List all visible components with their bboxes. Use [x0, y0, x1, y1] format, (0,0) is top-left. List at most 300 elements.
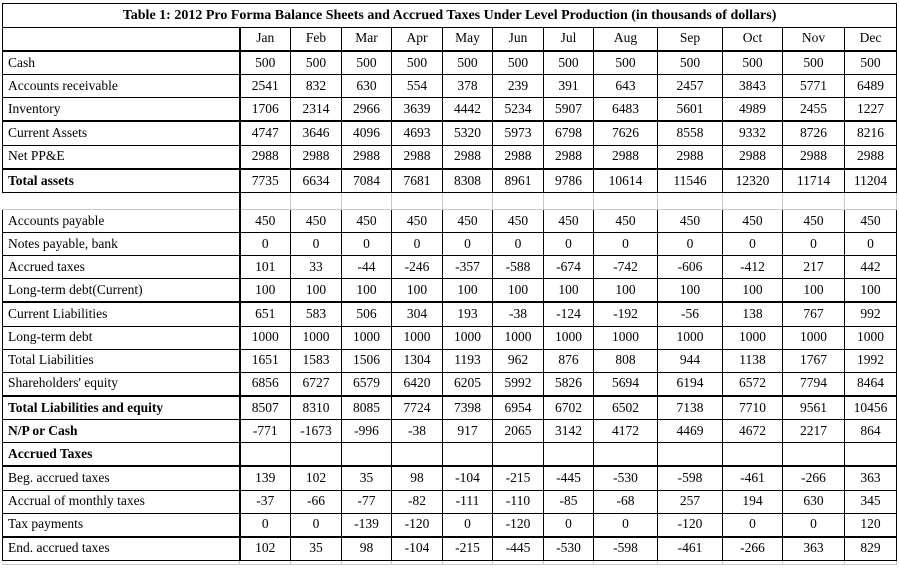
value-cell: 345 — [845, 490, 897, 513]
value-cell: 5601 — [658, 98, 723, 122]
value-cell: 917 — [443, 420, 493, 443]
value-cell — [594, 443, 658, 467]
month-header-cell: Mar — [342, 27, 392, 51]
value-cell: -192 — [594, 302, 658, 326]
table-row — [3, 145, 897, 169]
value-cell: 100 — [493, 279, 544, 303]
value-cell: 1000 — [291, 326, 342, 349]
value-cell: -530 — [594, 466, 658, 490]
month-header-cell: Jun — [493, 27, 544, 51]
value-cell: 98 — [392, 466, 443, 490]
value-cell: 100 — [845, 279, 897, 303]
value-cell: -246 — [392, 256, 443, 279]
value-cell: 1000 — [594, 326, 658, 349]
value-cell: 0 — [443, 513, 493, 537]
value-cell — [291, 193, 342, 210]
value-cell: 1000 — [783, 326, 845, 349]
value-cell: 10614 — [594, 169, 658, 193]
value-cell: 6502 — [594, 396, 658, 420]
row-label: Accrued Taxes — [3, 443, 240, 467]
value-cell — [594, 193, 658, 210]
value-cell: 193 — [443, 302, 493, 326]
value-cell — [658, 560, 723, 564]
value-cell: 100 — [658, 279, 723, 303]
value-cell — [443, 443, 493, 467]
value-cell: 0 — [544, 513, 594, 537]
value-cell — [443, 193, 493, 210]
value-cell: 450 — [342, 210, 392, 233]
value-cell: 102 — [291, 466, 342, 490]
value-cell: 33 — [291, 256, 342, 279]
value-cell: 0 — [544, 233, 594, 256]
value-cell: 0 — [240, 233, 291, 256]
table-row — [3, 443, 897, 467]
value-cell: 378 — [443, 75, 493, 98]
value-cell: 0 — [392, 233, 443, 256]
value-cell: -598 — [658, 466, 723, 490]
value-cell: 1992 — [845, 349, 897, 372]
table-row — [3, 75, 897, 98]
value-cell: 450 — [658, 210, 723, 233]
value-cell — [544, 443, 594, 467]
row-label: Total assets — [3, 169, 240, 193]
balance-sheet-table — [2, 3, 897, 565]
value-cell: -445 — [544, 466, 594, 490]
value-cell: 1000 — [723, 326, 783, 349]
value-cell: 7084 — [342, 169, 392, 193]
value-cell: -120 — [493, 513, 544, 537]
row-label: Cash — [3, 51, 240, 75]
value-cell: 832 — [291, 75, 342, 98]
value-cell: 6798 — [544, 121, 594, 145]
value-cell: -674 — [544, 256, 594, 279]
month-header-row — [3, 27, 897, 51]
value-cell: 450 — [240, 210, 291, 233]
value-cell — [723, 560, 783, 564]
value-cell: 5694 — [594, 372, 658, 396]
value-cell: 5907 — [544, 98, 594, 122]
value-cell: 9332 — [723, 121, 783, 145]
table-row — [3, 349, 897, 372]
value-cell: -139 — [342, 513, 392, 537]
month-header-cell: Dec — [845, 27, 897, 51]
table-row — [3, 169, 897, 193]
value-cell: 2457 — [658, 75, 723, 98]
row-label: Notes payable, bank — [3, 233, 240, 256]
value-cell: 7138 — [658, 396, 723, 420]
value-cell — [392, 443, 443, 467]
value-cell — [845, 443, 897, 467]
value-cell: -445 — [493, 537, 544, 561]
value-cell — [291, 443, 342, 467]
value-cell: 0 — [493, 233, 544, 256]
value-cell — [723, 193, 783, 210]
value-cell: 8216 — [845, 121, 897, 145]
value-cell: 7735 — [240, 169, 291, 193]
value-cell: 8085 — [342, 396, 392, 420]
value-cell: 100 — [342, 279, 392, 303]
row-label: Accrued taxes — [3, 256, 240, 279]
row-label — [3, 560, 240, 564]
value-cell: 0 — [240, 513, 291, 537]
value-cell: 1227 — [845, 98, 897, 122]
value-cell: 7681 — [392, 169, 443, 193]
value-cell — [342, 443, 392, 467]
value-cell: 6489 — [845, 75, 897, 98]
value-cell: -742 — [594, 256, 658, 279]
value-cell: 3646 — [291, 121, 342, 145]
value-cell: 767 — [783, 302, 845, 326]
value-cell: 1000 — [443, 326, 493, 349]
value-cell: 0 — [291, 233, 342, 256]
value-cell: 4469 — [658, 420, 723, 443]
spacer-row — [3, 193, 897, 210]
value-cell: 1000 — [658, 326, 723, 349]
value-cell: 6634 — [291, 169, 342, 193]
value-cell: 1000 — [342, 326, 392, 349]
value-cell — [493, 560, 544, 564]
value-cell: 450 — [291, 210, 342, 233]
value-cell: 6205 — [443, 372, 493, 396]
value-cell: 2988 — [240, 145, 291, 169]
value-cell — [240, 193, 291, 210]
value-cell: -120 — [658, 513, 723, 537]
value-cell: 962 — [493, 349, 544, 372]
value-cell — [291, 560, 342, 564]
month-header-cell: Apr — [392, 27, 443, 51]
value-cell: 5320 — [443, 121, 493, 145]
value-cell — [443, 560, 493, 564]
value-cell: -82 — [392, 490, 443, 513]
table-row — [3, 537, 897, 561]
value-cell: 257 — [658, 490, 723, 513]
value-cell — [342, 193, 392, 210]
value-cell: 864 — [845, 420, 897, 443]
table-row — [3, 326, 897, 349]
value-cell — [240, 443, 291, 467]
table-row — [3, 302, 897, 326]
value-cell — [845, 560, 897, 564]
value-cell: 100 — [783, 279, 845, 303]
value-cell: 500 — [723, 51, 783, 75]
row-label: Beg. accrued taxes — [3, 466, 240, 490]
value-cell: 5973 — [493, 121, 544, 145]
month-header-cell: Jan — [240, 27, 291, 51]
value-cell: 8464 — [845, 372, 897, 396]
value-cell: 643 — [594, 75, 658, 98]
value-cell: -606 — [658, 256, 723, 279]
value-cell: 3142 — [544, 420, 594, 443]
value-cell: 100 — [723, 279, 783, 303]
value-cell: 194 — [723, 490, 783, 513]
value-cell: 0 — [443, 233, 493, 256]
value-cell: 506 — [342, 302, 392, 326]
row-label: Shareholders' equity — [3, 372, 240, 396]
value-cell: 7710 — [723, 396, 783, 420]
value-cell: 4442 — [443, 98, 493, 122]
value-cell: -598 — [594, 537, 658, 561]
value-cell: 0 — [658, 233, 723, 256]
month-header-cell: Sep — [658, 27, 723, 51]
table-row — [3, 396, 897, 420]
value-cell: 11204 — [845, 169, 897, 193]
value-cell: 500 — [658, 51, 723, 75]
row-label: Inventory — [3, 98, 240, 122]
value-cell: 944 — [658, 349, 723, 372]
value-cell: 500 — [342, 51, 392, 75]
value-cell: 100 — [443, 279, 493, 303]
table-row — [3, 51, 897, 75]
table-row — [3, 256, 897, 279]
month-header-cell: Jul — [544, 27, 594, 51]
value-cell: 35 — [342, 466, 392, 490]
value-cell: 2988 — [594, 145, 658, 169]
table-body — [3, 4, 897, 565]
value-cell: -104 — [443, 466, 493, 490]
value-cell: 9786 — [544, 169, 594, 193]
value-cell: 5771 — [783, 75, 845, 98]
value-cell: 2988 — [658, 145, 723, 169]
value-cell: 1651 — [240, 349, 291, 372]
value-cell: 8507 — [240, 396, 291, 420]
value-cell: 2988 — [342, 145, 392, 169]
value-cell: 100 — [594, 279, 658, 303]
value-cell: -111 — [443, 490, 493, 513]
month-header-cell: Feb — [291, 27, 342, 51]
value-cell: 500 — [240, 51, 291, 75]
value-cell: -530 — [544, 537, 594, 561]
table-row — [3, 98, 897, 122]
row-label: Tax payments — [3, 513, 240, 537]
table-row — [3, 466, 897, 490]
value-cell: 450 — [845, 210, 897, 233]
value-cell — [658, 193, 723, 210]
value-cell: 500 — [392, 51, 443, 75]
value-cell: 100 — [240, 279, 291, 303]
table-row — [3, 372, 897, 396]
value-cell — [723, 443, 783, 467]
value-cell: 2065 — [493, 420, 544, 443]
value-cell: -461 — [723, 466, 783, 490]
value-cell: 0 — [783, 513, 845, 537]
value-cell: 442 — [845, 256, 897, 279]
value-cell: 2988 — [783, 145, 845, 169]
value-cell: 2988 — [845, 145, 897, 169]
value-cell: 2988 — [544, 145, 594, 169]
value-cell — [783, 193, 845, 210]
value-cell: 1767 — [783, 349, 845, 372]
value-cell: 4672 — [723, 420, 783, 443]
value-cell: 5992 — [493, 372, 544, 396]
value-cell: 2988 — [443, 145, 493, 169]
value-cell: 6572 — [723, 372, 783, 396]
row-label: Total Liabilities and equity — [3, 396, 240, 420]
value-cell: 8558 — [658, 121, 723, 145]
row-label: End. accrued taxes — [3, 537, 240, 561]
row-label: N/P or Cash — [3, 420, 240, 443]
value-cell: -588 — [493, 256, 544, 279]
value-cell: 6579 — [342, 372, 392, 396]
value-cell: 450 — [783, 210, 845, 233]
value-cell: 1506 — [342, 349, 392, 372]
value-cell: 7794 — [783, 372, 845, 396]
row-label: Accounts receivable — [3, 75, 240, 98]
value-cell: 651 — [240, 302, 291, 326]
value-cell: 4989 — [723, 98, 783, 122]
value-cell: 5826 — [544, 372, 594, 396]
row-label: Accounts payable — [3, 210, 240, 233]
table-row — [3, 233, 897, 256]
table-row — [3, 210, 897, 233]
table-row — [3, 121, 897, 145]
value-cell: 450 — [493, 210, 544, 233]
value-cell: 1000 — [392, 326, 443, 349]
value-cell: -1673 — [291, 420, 342, 443]
value-cell: 500 — [594, 51, 658, 75]
value-cell: 6856 — [240, 372, 291, 396]
month-header-cell: May — [443, 27, 493, 51]
value-cell: 500 — [783, 51, 845, 75]
value-cell: 2966 — [342, 98, 392, 122]
value-cell: -56 — [658, 302, 723, 326]
title-row — [3, 4, 897, 28]
value-cell: -38 — [392, 420, 443, 443]
value-cell: 9561 — [783, 396, 845, 420]
row-label: Current Liabilities — [3, 302, 240, 326]
value-cell: 1193 — [443, 349, 493, 372]
table-row — [3, 513, 897, 537]
value-cell: 7626 — [594, 121, 658, 145]
month-header-cell: Nov — [783, 27, 845, 51]
value-cell — [493, 443, 544, 467]
value-cell — [240, 560, 291, 564]
value-cell — [783, 560, 845, 564]
value-cell: -461 — [658, 537, 723, 561]
value-cell: -104 — [392, 537, 443, 561]
value-cell: 11546 — [658, 169, 723, 193]
value-cell: 2988 — [291, 145, 342, 169]
value-cell: 1000 — [544, 326, 594, 349]
value-cell: 2988 — [392, 145, 443, 169]
value-cell: -38 — [493, 302, 544, 326]
value-cell: 8308 — [443, 169, 493, 193]
value-cell: 500 — [443, 51, 493, 75]
value-cell: 1000 — [493, 326, 544, 349]
value-cell: -215 — [443, 537, 493, 561]
value-cell: -44 — [342, 256, 392, 279]
value-cell: 6194 — [658, 372, 723, 396]
value-cell: -266 — [783, 466, 845, 490]
value-cell: 0 — [291, 513, 342, 537]
spacer-row — [3, 560, 897, 564]
value-cell — [544, 193, 594, 210]
value-cell: 450 — [723, 210, 783, 233]
value-cell: 6727 — [291, 372, 342, 396]
value-cell: 363 — [783, 537, 845, 561]
row-label: Current Assets — [3, 121, 240, 145]
value-cell: 138 — [723, 302, 783, 326]
value-cell: 829 — [845, 537, 897, 561]
value-cell: 363 — [845, 466, 897, 490]
value-cell — [544, 560, 594, 564]
value-cell: 876 — [544, 349, 594, 372]
value-cell: 2314 — [291, 98, 342, 122]
value-cell: -66 — [291, 490, 342, 513]
value-cell: 0 — [783, 233, 845, 256]
value-cell: 2455 — [783, 98, 845, 122]
value-cell: 0 — [342, 233, 392, 256]
value-cell: 4096 — [342, 121, 392, 145]
value-cell: 2988 — [723, 145, 783, 169]
value-cell: 8961 — [493, 169, 544, 193]
value-cell: 120 — [845, 513, 897, 537]
value-cell: 500 — [544, 51, 594, 75]
value-cell: 0 — [594, 513, 658, 537]
value-cell: 1138 — [723, 349, 783, 372]
value-cell: -771 — [240, 420, 291, 443]
value-cell: 450 — [443, 210, 493, 233]
value-cell: 391 — [544, 75, 594, 98]
row-label: Net PP&E — [3, 145, 240, 169]
value-cell — [783, 443, 845, 467]
value-cell — [392, 560, 443, 564]
value-cell: 8310 — [291, 396, 342, 420]
month-header-cell: Aug — [594, 27, 658, 51]
value-cell: 4172 — [594, 420, 658, 443]
table-row — [3, 420, 897, 443]
value-cell: -77 — [342, 490, 392, 513]
corner-cell — [3, 27, 240, 51]
value-cell: 500 — [845, 51, 897, 75]
value-cell — [658, 443, 723, 467]
value-cell: -37 — [240, 490, 291, 513]
table-row — [3, 490, 897, 513]
value-cell: 6702 — [544, 396, 594, 420]
value-cell: -412 — [723, 256, 783, 279]
value-cell: 100 — [544, 279, 594, 303]
value-cell: 1304 — [392, 349, 443, 372]
table-title: Table 1: 2012 Pro Forma Balance Sheets and Accrued Taxes Under Level Production (in thousands of dollars) — [3, 4, 897, 28]
value-cell: -68 — [594, 490, 658, 513]
value-cell: 992 — [845, 302, 897, 326]
value-cell: 2541 — [240, 75, 291, 98]
value-cell: -996 — [342, 420, 392, 443]
value-cell — [594, 560, 658, 564]
value-cell: 1000 — [240, 326, 291, 349]
value-cell — [392, 193, 443, 210]
value-cell: 450 — [392, 210, 443, 233]
value-cell: -120 — [392, 513, 443, 537]
value-cell: 8726 — [783, 121, 845, 145]
value-cell: 98 — [342, 537, 392, 561]
value-cell: 583 — [291, 302, 342, 326]
row-label: Long-term debt — [3, 326, 240, 349]
value-cell: 450 — [544, 210, 594, 233]
value-cell: 101 — [240, 256, 291, 279]
value-cell — [493, 193, 544, 210]
value-cell: 2217 — [783, 420, 845, 443]
value-cell: 500 — [291, 51, 342, 75]
value-cell: 554 — [392, 75, 443, 98]
value-cell: 6954 — [493, 396, 544, 420]
value-cell: 11714 — [783, 169, 845, 193]
value-cell: 0 — [723, 233, 783, 256]
row-label: Accrual of monthly taxes — [3, 490, 240, 513]
value-cell: 4693 — [392, 121, 443, 145]
value-cell: 0 — [594, 233, 658, 256]
value-cell: 6420 — [392, 372, 443, 396]
value-cell: 500 — [493, 51, 544, 75]
